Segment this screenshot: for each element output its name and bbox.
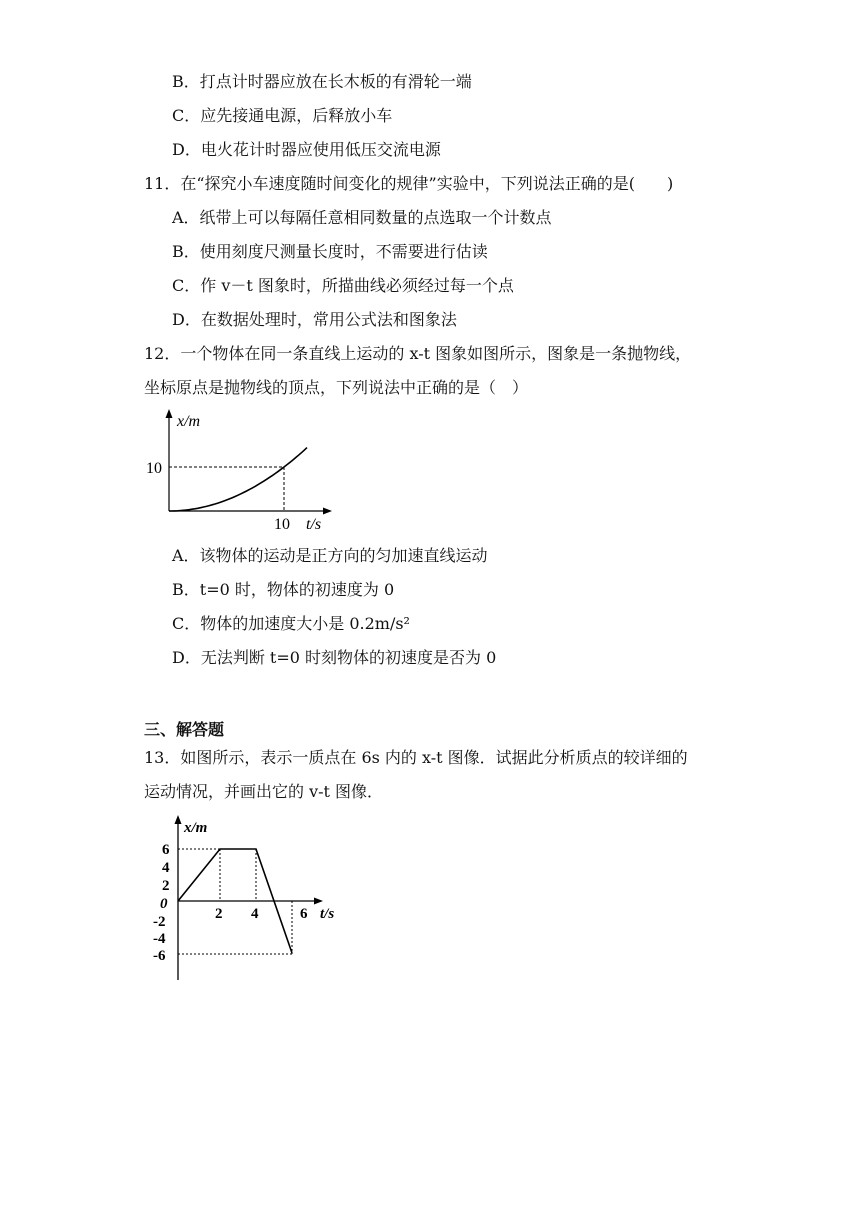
q13-y-arrow xyxy=(175,815,182,824)
q12-y-tick: 10 xyxy=(146,460,162,477)
q13-y-tick-4: 4 xyxy=(162,860,170,876)
q10-option-c: C．应先接通电源，后释放小车 xyxy=(172,106,393,125)
q12-option-b: B．t=0 时，物体的初速度为 0 xyxy=(172,580,395,599)
q12-x-arrow xyxy=(323,508,332,515)
q13-x-label: t/s xyxy=(320,906,335,922)
q13-y-tick-2: 2 xyxy=(162,878,170,894)
q13-y-tick-neg4: -4 xyxy=(153,931,166,947)
q12-x-label: t/s xyxy=(306,516,322,533)
q11-option-d: D．在数据处理时，常用公式法和图象法 xyxy=(172,310,457,329)
q12-option-a: A．该物体的运动是正方向的匀加速直线运动 xyxy=(172,546,488,565)
q11-option-b: B．使用刻度尺测量长度时，不需要进行估读 xyxy=(172,242,488,261)
q12-y-label xyxy=(176,413,200,430)
q12-stem-line1: 12．一个物体在同一条直线上运动的 x-t 图象如图所示，图象是一条抛物线， xyxy=(144,344,692,363)
q11-option-c: C．作 v－t 图象时，所描曲线必须经过每一个点 xyxy=(172,276,514,295)
q11-option-a: A．纸带上可以每隔任意相同数量的点选取一个计数点 xyxy=(172,208,552,227)
q13-origin-label: 0 xyxy=(160,896,168,912)
q13-stem-line1: 13．如图所示，表示一质点在 6s 内的 x-t 图像．试据此分析质点的较详细的 xyxy=(144,748,688,767)
q13-stem-line2: 运动情况，并画出它的 v-t 图像． xyxy=(144,782,384,801)
q12-option-d: D．无法判断 t=0 时刻物体的初速度是否为 0 xyxy=(172,648,497,667)
q13-y-tick-6: 6 xyxy=(162,842,170,858)
q13-y-tick-neg2: -2 xyxy=(153,914,166,930)
q10-option-d: D．电火花计时器应使用低压交流电源 xyxy=(172,140,441,159)
q12-parabola-curve xyxy=(169,448,307,511)
q12-option-c: C．物体的加速度大小是 0.2m/s² xyxy=(172,614,410,633)
q12-x-tick: 10 xyxy=(274,516,290,533)
q13-x-arrow xyxy=(314,898,323,905)
q13-x-tick-6: 6 xyxy=(300,906,308,922)
section-title-answer-questions: 三、解答题 xyxy=(144,720,225,739)
q12-y-arrow xyxy=(166,409,173,418)
q13-x-tick-4: 4 xyxy=(251,906,259,922)
q11-stem: 11．在“探究小车速度随时间变化的规律”实验中，下列说法正确的是( ) xyxy=(144,174,674,193)
q12-xt-graph xyxy=(140,405,340,535)
q10-option-b: B．打点计时器应放在长木板的有滑轮一端 xyxy=(172,72,472,91)
q13-xt-graph xyxy=(140,808,360,988)
q13-x-tick-2: 2 xyxy=(215,906,223,922)
q12-stem-line2: 坐标原点是抛物线的顶点，下列说法中正确的是（ ） xyxy=(144,378,529,397)
q12-y-label-text: x/m xyxy=(177,413,201,430)
q13-y-label: x/m xyxy=(184,820,208,836)
q13-y-tick-neg6: -6 xyxy=(153,948,166,964)
